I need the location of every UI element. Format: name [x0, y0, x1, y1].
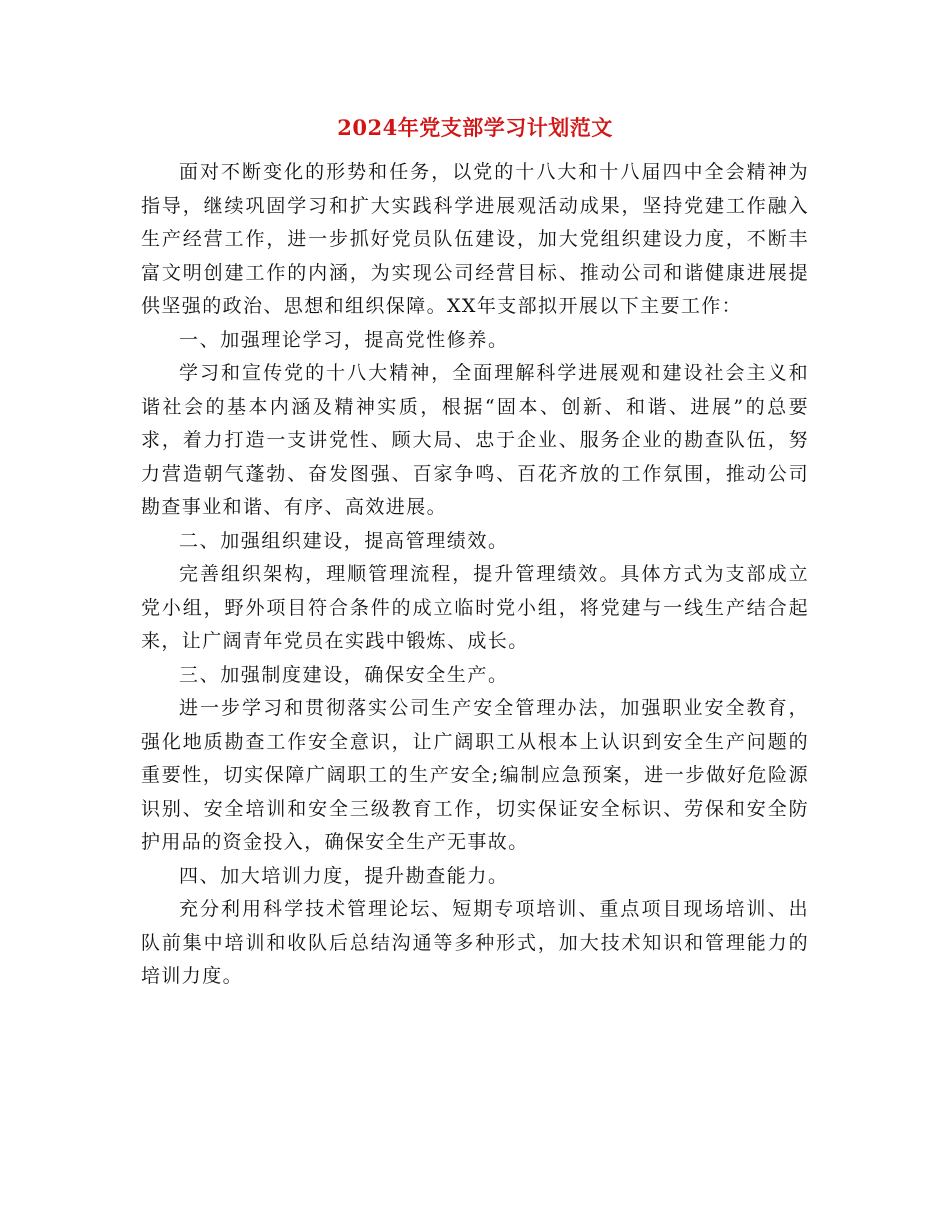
document-title: 2024年党支部学习计划范文	[337, 115, 613, 140]
section-heading-2: 二、加强组织建设，提高管理绩效。	[179, 529, 509, 552]
paragraph-intro: 面对不断变化的形势和任务，以党的十八大和十八届四中全会精神为指导，继续巩固学习和扩大实践科学进展观活动成果，坚持党建工作融入生产经营工作，进一步抓好党员队伍建设，加大党组织建设力度，不断丰富文明创建工作的内涵，为实现公司经营目标、推动公司和谐健康进展提供坚强的政治、思想和组织保障。XX年支部拟开展以下主要工作：	[141, 161, 809, 317]
document-body	[141, 156, 809, 994]
paragraph-section-2: 完善组织架构，理顺管理流程，提升管理绩效。具体方式为支部成立党小组，野外项目符合条件的成立临时党小组，将党建与一线生产结合起来，让广阔青年党员在实践中锻炼、成长。	[141, 563, 809, 652]
section-heading-4: 四、加大培训力度，提升勘查能力。	[179, 864, 509, 887]
paragraph-section-1: 学习和宣传党的十八大精神，全面理解科学进展观和建设社会主义和谐社会的基本内涵及精神实质，根据“固本、创新、和谐、进展”的总要求，着力打造一支讲党性、顾大局、忠于企业、服务企业的勘查队伍，努力营造朝气蓬勃、奋发图强、百家争鸣、百花齐放的工作氛围，推动公司勘查事业和谐、有序、高效进展。	[141, 362, 809, 518]
section-heading-1: 一、加强理论学习，提高党性修养。	[179, 328, 509, 351]
section-heading-3: 三、加强制度建设，确保安全生产。	[179, 663, 509, 686]
paragraph-section-4: 充分利用科学技术管理论坛、短期专项培训、重点项目现场培训、出队前集中培训和收队后总结沟通等多种形式，加大技术知识和管理能力的培训力度。	[141, 898, 809, 987]
paragraph-section-3: 进一步学习和贯彻落实公司生产安全管理办法，加强职业安全教育，强化地质勘查工作安全意识，让广阔职工从根本上认识到安全生产问题的重要性，切实保障广阔职工的生产安全;编制应急预案，进一步做好危险源识别、安全培训和安全三级教育工作，切实保证安全标识、劳保和安全防护用品的资金投入，确保安全生产无事故。	[141, 697, 809, 853]
